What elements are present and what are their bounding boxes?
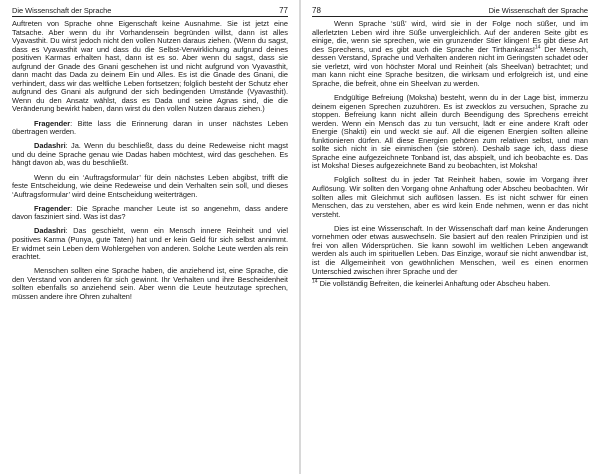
left-page-header xyxy=(12,6,288,17)
dialogue-paragraph xyxy=(12,120,288,137)
speaker-name: Dadashri xyxy=(34,141,66,151)
paragraph-text: Der Mensch, dessen Verstand, Sprache und Verhalten anderen nicht im Geringsten schadet oder sie verletzt, wird von höchster Moral und Reinheit (als Sheelvan) betrachtet; und man kann nicht eine Sprache besitzen, die wirksam und erfolgreich ist, und eine Sprache, die befreit, ohne ein Sheelvan zu werden. xyxy=(312,44,589,88)
speaker-name: Dadashri xyxy=(34,226,66,236)
right-page-number: 78 xyxy=(312,6,321,15)
paragraph-text: Endgültige Befreiung (Moksha) besteht, wenn du in der Lage bist, immerzu deinem eigenen Sprechen zuzuhören. Es ist zwecklos zu versuchen, Sprache zu stoppen. Befreiung kann nicht allein durch Beendigung des Sprechens erreicht werden. Wenn ein Mensch das zu tun versucht, lädt er eine andere Kraft oder Energie (Shakti) ein und weckt sie auf. All die eigenen Energien sollten alleine funktionieren dürfen. All diese Energien gehören zum relativen selbst, und man sollte sich nicht in sie einmischen (sie stören). Deshalb sage ich, dass diese Sprache eine aufgezeichnete Tonband ist, das abspielt, und ich beobachte es. Das ist Moksha! Dieses aufgezeichnete Band zu beobachten, ist Moksha! xyxy=(312,92,588,171)
paragraph xyxy=(12,267,288,301)
paragraph-text: Wenn du ein ‘Auftragsformular’ für dein nächstes Leben abgibst, trifft die feste Entscheidung, wie deine Redeweise und dein Verhalten sein soll, und dieses ‘Auftragsformular’ wird deine Entscheidung weiterträgen. xyxy=(12,172,288,199)
speaker-name: Fragender xyxy=(34,203,71,213)
left-page-body xyxy=(12,20,288,301)
right-page-body xyxy=(312,20,588,289)
footnote-reference[interactable]: 14 xyxy=(534,44,541,51)
dialogue-paragraph xyxy=(12,205,288,222)
dialogue-paragraph xyxy=(12,227,288,261)
paragraph xyxy=(312,225,588,276)
dialogue-text: : Ja. Wenn du beschließt, dass du deine Redeweise nicht magst und du deine Sprache genau wie Dadas haben möchtest, wird das geschehen. Es hängt davon ab, was du beschließt. xyxy=(12,141,288,168)
paragraph-text: Wenn Sprache ‘süß’ wird, wird sie in der Folge noch süßer, und im allerletzten Leben wird ihre Süße unvergleichlich. Auf der anderen Seite gibt es einige, die, wenn sie sprechen, wie ein grunzender Stier klingen! Es gibt diese Art des Sprechens, und es gibt auch die Sprache der Tirthankaras! xyxy=(312,19,588,54)
right-page-header xyxy=(312,6,588,17)
left-header-title: Die Wissenschaft der Sprache xyxy=(12,6,112,15)
paragraph xyxy=(12,174,288,200)
paragraph-text: Dies ist eine Wissenschaft. In der Wissenschaft darf man keine Änderungen vornehmen oder etwas auswechseln. Sie basiert auf den realen Prinzipien und ist frei von allen Widersprüchen. Sie kann sowohl im weltlichen Leben angewandt werden als auch im spirituellen Leben. Das Einzige, worauf sie nicht anwendbar ist, ist die Allgemeinheit von gewöhnlichen Menschen, weil es einen enormen Unterschied zwischen ihrer Sprache und der xyxy=(312,223,588,276)
footnote-text: Die vollständig Befreiten, die keinerlei Anhaftung oder Abscheu haben. xyxy=(319,279,551,289)
paragraph xyxy=(312,176,588,219)
right-page xyxy=(300,0,600,474)
paragraph-text: Folglich solltest du in jeder Tat Reinheit haben, sowie im Vorgang ihrer Auflösung. Wir sollten den Vorgang ohne Anhaftung oder Abscheu beobachten. Wir sollten alles mit Gleichmut sich auflösen lassen. Es ist nicht schwer für einen Menschen, das zu verstehen, aber es wird kein Ende nehmen, wenn er das nicht versteht. xyxy=(312,175,588,219)
paragraph xyxy=(312,20,588,88)
dialogue-text: : Das geschieht, wenn ein Mensch innere Reinheit und viel positives Karma (Punya, gute Taten) hat und er kein Geld für sich selbst annimmt. Er widmet sein Leben dem Wohlergehen von anderen. Solche Leute werden als rein erachtet. xyxy=(12,226,288,262)
paragraph xyxy=(312,94,588,171)
dialogue-text: : Die Sprache mancher Leute ist so angenehm, dass andere davon fasziniert sind. Was ist das? xyxy=(12,203,288,222)
paragraph-text: Auftreten von Sprache ohne Eigenschaft keine Ausnahme. Sie ist jetzt eine Tatsache. Aber wenn du ihr Vorhandensein begründen willst, dann ist alles Vyavasthit. Du wirst jedoch nicht den vollen Nutzen daraus ziehen. (Wenn du sagst, dass es Vyavasthit war und dass du die Selbst-Verwirklichung aufgrund deines positiven Karmas erhalten hast, dann ist es so. Aber wenn du sagst, dass sie aufgrund der Gnade des Gnani geschehen ist und nicht aufgrund von Vyavasthit, dann macht das Dada zu deinem Ein und Alles. Es ist die Gnade des Gnani, die verhindert, dass wir das weltliche Leben fortsetzen; folglich besteht der Schutz eher aufgrund des Gnani als aufgrund der sich bedingenden Umstände (Vyavasthit). Wenn du den Ansatz wählst, dass es Dada und seine Agnas sind, die die Veränderung bewirkt haben, dann wirst du den vollen Nutzen daraus ziehen.) xyxy=(12,19,288,114)
dialogue-paragraph xyxy=(12,142,288,168)
left-page-number: 77 xyxy=(279,6,288,15)
speaker-name: Fragender xyxy=(34,118,71,128)
footnote xyxy=(312,280,588,289)
paragraph-text: Menschen sollten eine Sprache haben, die anziehend ist, eine Sprache, die den Verstand von anderen für sich gewinnt. Ihr Verhalten und ihre Bescheidenheit sollten ebenfalls so anziehend sein. Aber wenn die Leute heutzutage sprechen, müssen andere ihre Ohren zuhalten! xyxy=(12,266,288,301)
dialogue-text: : Bitte lass die Erinnerung daran in unser nächstes Leben übertragen werden. xyxy=(12,118,288,137)
right-header-title: Die Wissenschaft der Sprache xyxy=(488,6,588,15)
footnote-marker: 14 xyxy=(312,278,318,285)
paragraph xyxy=(12,20,288,114)
